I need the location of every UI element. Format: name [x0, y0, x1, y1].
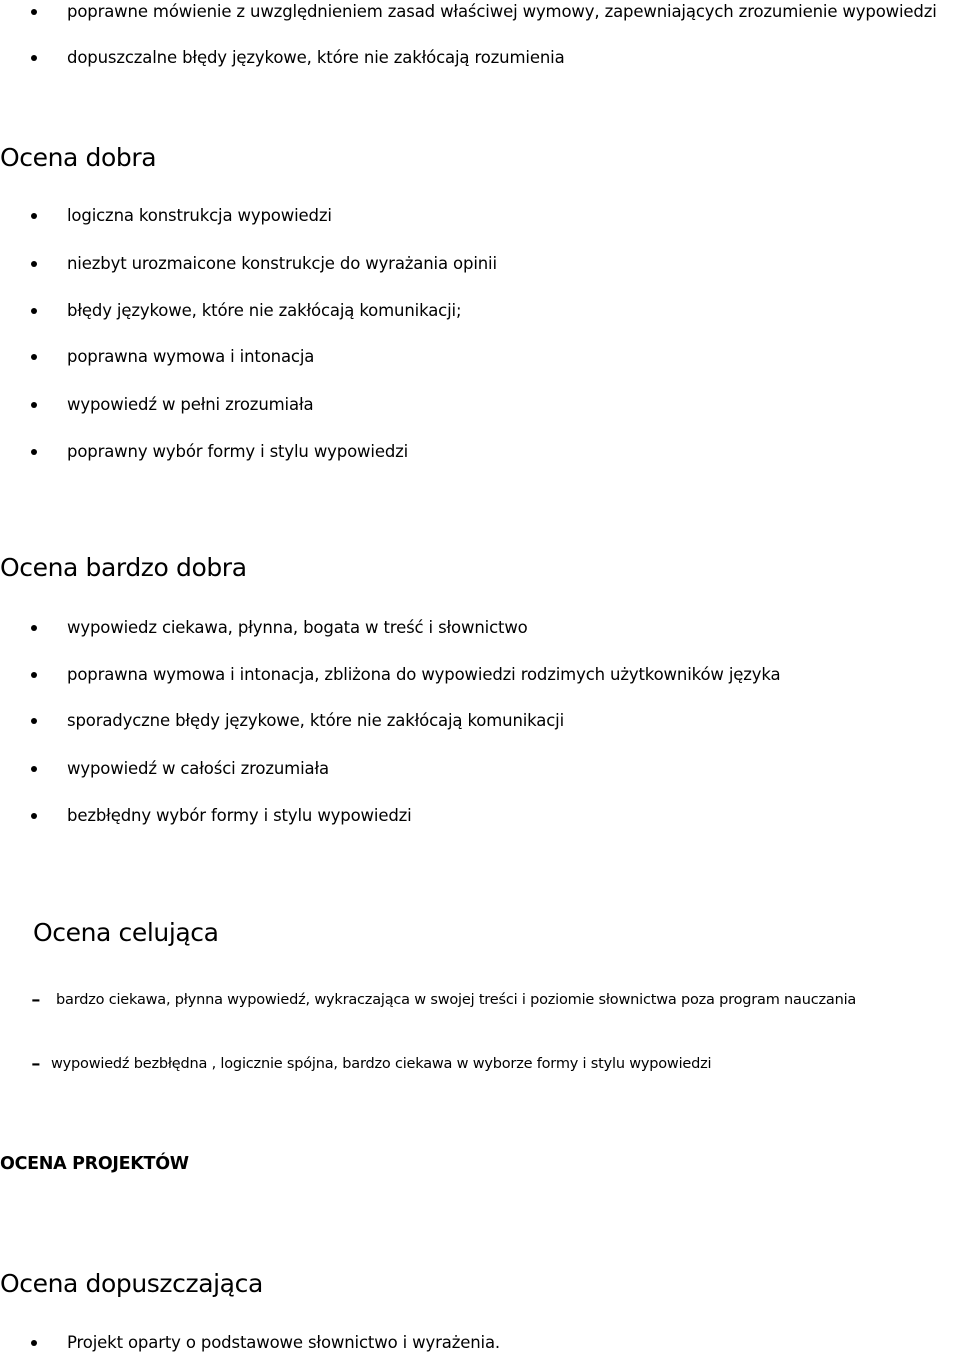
bullet-icon	[31, 766, 37, 772]
bullet-icon	[31, 813, 37, 819]
bullet-icon	[31, 402, 37, 408]
bullet-icon	[31, 261, 37, 267]
bullet-icon	[31, 55, 37, 61]
list-item-text: poprawny wybór formy i stylu wypowiedzi	[67, 442, 409, 461]
list-item-text: wypowiedź w pełni zrozumiała	[67, 395, 314, 414]
bullet-icon	[31, 213, 37, 219]
dash-marker: -	[31, 984, 41, 1015]
list-item-text: poprawna wymowa i intonacja	[67, 347, 315, 366]
list-item-text: poprawne mówienie z uwzględnieniem zasad właściwej wymowy, zapewniających zrozumienie wypowiedzi	[67, 2, 937, 21]
section-heading-ocena-dopuszczajaca: Ocena dopuszczająca	[0, 1269, 263, 1298]
list-item-text: wypowiedź w całości zrozumiała	[67, 759, 330, 778]
list-item-text: poprawna wymowa i intonacja, zbliżona do wypowiedzi rodzimych użytkowników języka	[67, 665, 781, 684]
bullet-icon	[31, 672, 37, 678]
bullet-icon	[31, 1340, 37, 1346]
list-item-text: logiczna konstrukcja wypowiedzi	[67, 206, 332, 225]
dash-marker: -	[31, 1048, 41, 1079]
list-item-text: wypowiedz ciekawa, płynna, bogata w treść i słownictwo	[67, 618, 528, 637]
list-item-text: niezbyt urozmaicone konstrukcje do wyrażania opinii	[67, 254, 497, 273]
bullet-icon	[31, 308, 37, 314]
bullet-icon	[31, 9, 37, 15]
list-item-text: dopuszczalne błędy językowe, które nie zakłócają rozumienia	[67, 48, 565, 67]
section-heading-ocena-celujaca: Ocena celująca	[33, 918, 219, 947]
bullet-icon	[31, 625, 37, 631]
section-heading-ocena-bardzo-dobra: Ocena bardzo dobra	[0, 553, 247, 582]
bullet-icon	[31, 354, 37, 360]
list-item-text: Projekt oparty o podstawowe słownictwo i wyrażenia.	[67, 1333, 501, 1352]
section-heading-ocena-projektow: OCENA PROJEKTÓW	[0, 1154, 189, 1174]
bullet-icon	[31, 449, 37, 455]
section-heading-ocena-dobra: Ocena dobra	[0, 143, 157, 172]
list-item-text: bezbłędny wybór formy i stylu wypowiedzi	[67, 806, 412, 825]
dash-list-item-text: bardzo ciekawa, płynna wypowiedź, wykraczająca w swojej treści i poziomie słownictwa poza program nauczania	[56, 992, 857, 1008]
list-item-text: sporadyczne błędy językowe, które nie zakłócają komunikacji	[67, 711, 565, 730]
list-item-text: błędy językowe, które nie zakłócają komunikacji;	[67, 301, 462, 320]
dash-list-item-text: wypowiedź bezbłędna , logicznie spójna, bardzo ciekawa w wyborze formy i stylu wypowiedzi	[51, 1056, 712, 1072]
bullet-icon	[31, 718, 37, 724]
